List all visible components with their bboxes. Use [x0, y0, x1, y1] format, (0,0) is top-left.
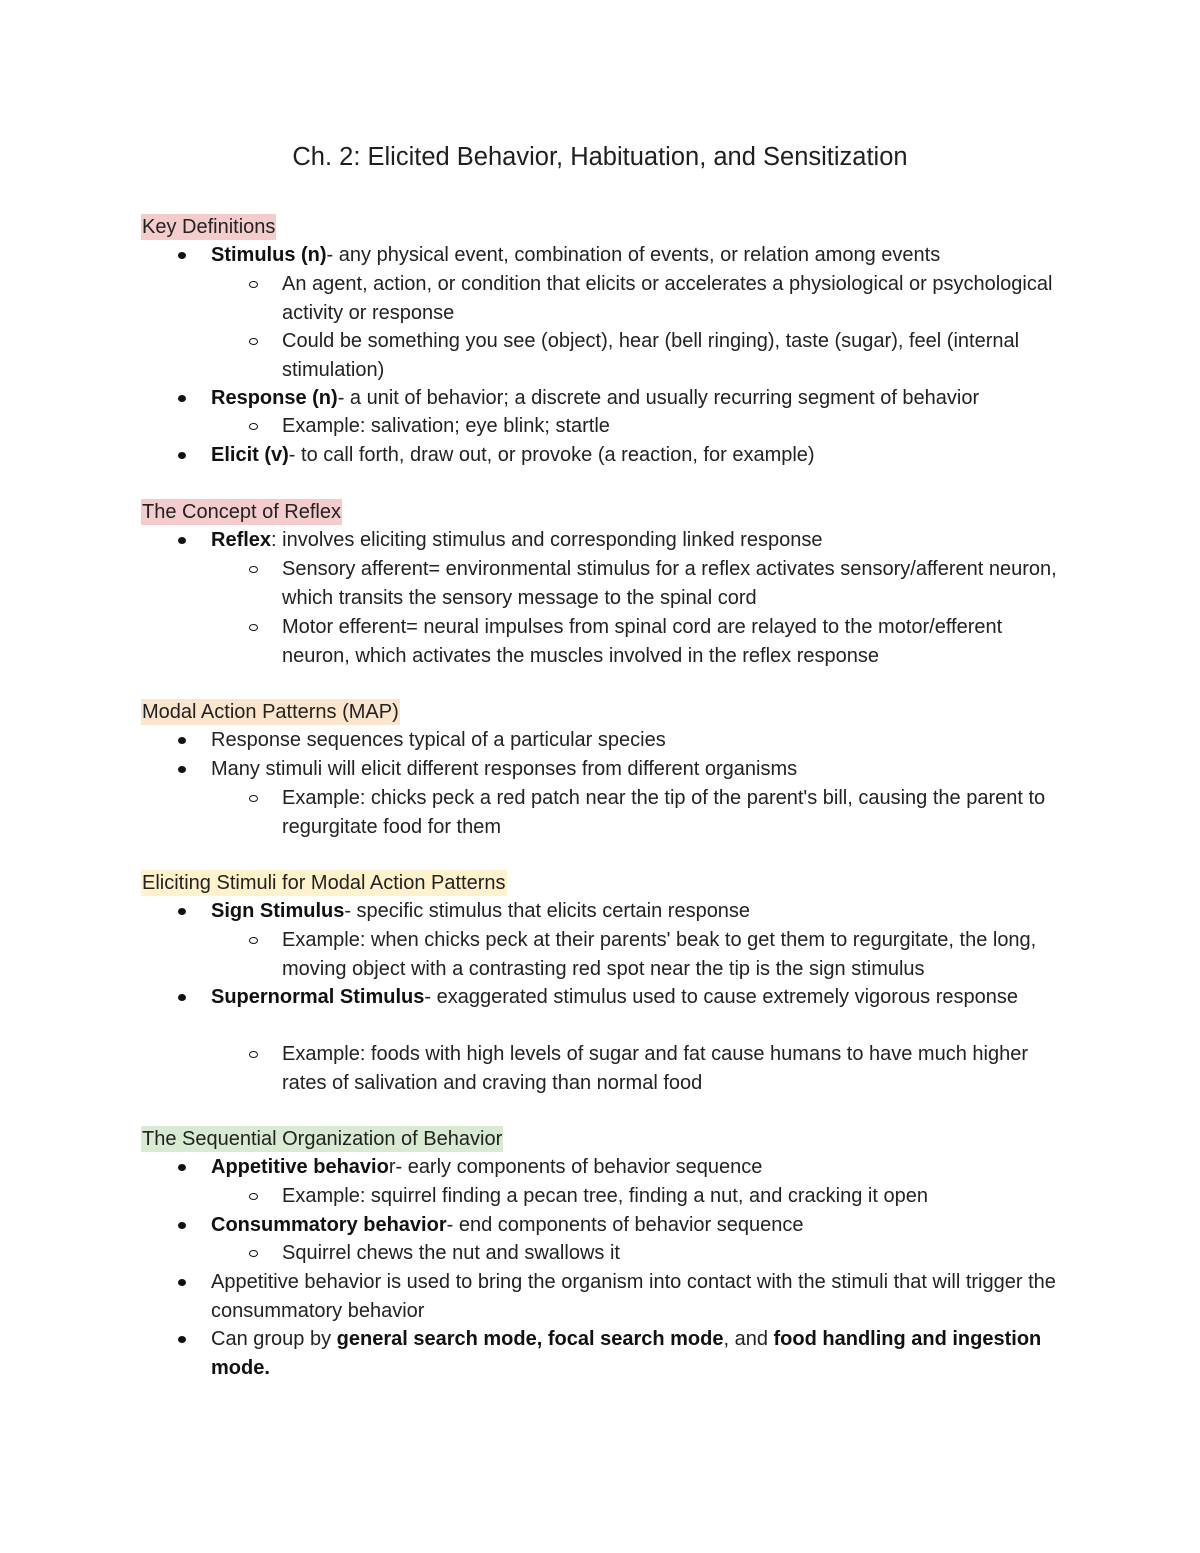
term-stimulus: Stimulus (n): [211, 244, 327, 266]
heading-eliciting-stimuli: Eliciting Stimuli for Modal Action Patterns: [142, 872, 506, 894]
bullet-icon: [178, 737, 186, 744]
bullet-icon: [178, 1279, 186, 1286]
list-item-appetitive-contact: Appetitive behavior is used to bring the organism into contact with the stimuli that will trigger the consummatory behavior: [211, 1271, 1056, 1322]
definition-supernormal-stimulus: - exaggerated stimulus used to cause extremely vigorous response: [424, 986, 1019, 1008]
sub-bullet-icon: [249, 423, 258, 430]
group-modes-bold-2: food handling and ingestion mode.: [211, 1328, 1042, 1379]
term-reflex: Reflex: [211, 529, 272, 551]
sub-item-map-example: Example: chicks peck a red patch near the tip of the parent's bill, causing the parent to regurgitate food for them: [282, 787, 1046, 838]
sub-item-sign-example: Example: when chicks peck at their parents' beak to get them to regurgitate, the long, moving object with a contrasting red spot near the tip is the sign stimulus: [282, 929, 1037, 980]
group-modes-middle: , and: [723, 1328, 774, 1350]
bullet-icon: [178, 452, 186, 459]
sub-item-response-1: Example: salivation; eye blink; startle: [282, 415, 610, 437]
definition-reflex: : involves eliciting stimulus and corresponding linked response: [271, 529, 823, 551]
list-item-map-1: Response sequences typical of a particular species: [211, 729, 666, 751]
list-item-elicit: [211, 441, 1071, 470]
bullet-icon: [178, 994, 186, 1001]
list-item-consummatory: [211, 1211, 1071, 1240]
heading-key-definitions: Key Definitions: [142, 216, 276, 238]
sub-item-sensory-afferent: Sensory afferent= environmental stimulus for a reflex activates sensory/afferent neuron, which transits the sensory message to the spinal cord: [282, 558, 1057, 609]
bullet-icon: [178, 1336, 186, 1343]
sub-bullet-icon: [249, 566, 258, 573]
sub-bullet-icon: [249, 338, 258, 345]
term-sign-stimulus: Sign Stimulus: [211, 900, 345, 922]
heading-concept-of-reflex: The Concept of Reflex: [142, 501, 341, 523]
sub-item-appetitive-example: Example: squirrel finding a pecan tree, finding a nut, and cracking it open: [282, 1185, 928, 1207]
list-item-map-2: Many stimuli will elicit different responses from different organisms: [211, 758, 798, 780]
sub-bullet-icon: [249, 1051, 258, 1058]
bullet-icon: [178, 766, 186, 773]
sub-item-motor-efferent: Motor efferent= neural impulses from spinal cord are relayed to the motor/efferent neuron, which activates the muscles involved in the reflex response: [282, 616, 1003, 667]
definition-appetitive: r- early components of behavior sequence: [388, 1156, 763, 1178]
term-appetitive: Appetitive behavio: [211, 1156, 389, 1178]
definition-consummatory: - end components of behavior sequence: [446, 1214, 804, 1236]
sub-item-consummatory-example: Squirrel chews the nut and swallows it: [282, 1242, 620, 1264]
sub-bullet-icon: [249, 624, 258, 631]
term-supernormal-stimulus: Supernormal Stimulus: [211, 986, 425, 1008]
list-item-sign-stimulus: [211, 897, 1071, 926]
heading-modal-action-patterns: Modal Action Patterns (MAP): [142, 701, 399, 723]
sub-bullet-icon: [249, 1250, 258, 1257]
bullet-icon: [178, 1222, 186, 1229]
bullet-icon: [178, 252, 186, 259]
bullet-icon: [178, 1164, 186, 1171]
definition-stimulus: - any physical event, combination of events, or relation among events: [326, 244, 941, 266]
list-item-supernormal-stimulus: [211, 983, 1071, 1012]
definition-response: - a unit of behavior; a discrete and usually recurring segment of behavior: [337, 387, 980, 409]
page-title: Ch. 2: Elicited Behavior, Habituation, and Sensitization: [292, 143, 908, 171]
sub-bullet-icon: [249, 281, 258, 288]
bullet-icon: [178, 908, 186, 915]
list-item-response: [211, 384, 1071, 413]
bullet-icon: [178, 395, 186, 402]
list-item-stimulus: [211, 241, 1071, 270]
group-modes-prefix: Can group by: [211, 1328, 337, 1350]
term-elicit: Elicit (v): [211, 444, 289, 466]
heading-sequential-organization: The Sequential Organization of Behavior: [142, 1128, 503, 1150]
definition-sign-stimulus: - specific stimulus that elicits certain response: [344, 900, 751, 922]
group-modes-bold-1: general search mode, focal search mode: [336, 1328, 724, 1350]
sub-bullet-icon: [249, 937, 258, 944]
sub-bullet-icon: [249, 795, 258, 802]
list-item-reflex: [211, 526, 1071, 555]
sub-item-stimulus-1: An agent, action, or condition that elicits or accelerates a physiological or psychological activity or response: [282, 273, 1053, 324]
list-item-appetitive: [211, 1153, 1071, 1182]
term-response: Response (n): [211, 387, 338, 409]
bullet-icon: [178, 537, 186, 544]
sub-item-supernormal-example: Example: foods with high levels of sugar and fat cause humans to have much higher rates of salivation and craving than normal food: [282, 1043, 1028, 1094]
sub-bullet-icon: [249, 1193, 258, 1200]
list-item-group-modes: [211, 1325, 1071, 1382]
definition-elicit: - to call forth, draw out, or provoke (a reaction, for example): [288, 444, 815, 466]
term-consummatory: Consummatory behavior: [211, 1214, 447, 1236]
sub-item-stimulus-2: Could be something you see (object), hear (bell ringing), taste (sugar), feel (internal stimulation): [282, 330, 1020, 381]
